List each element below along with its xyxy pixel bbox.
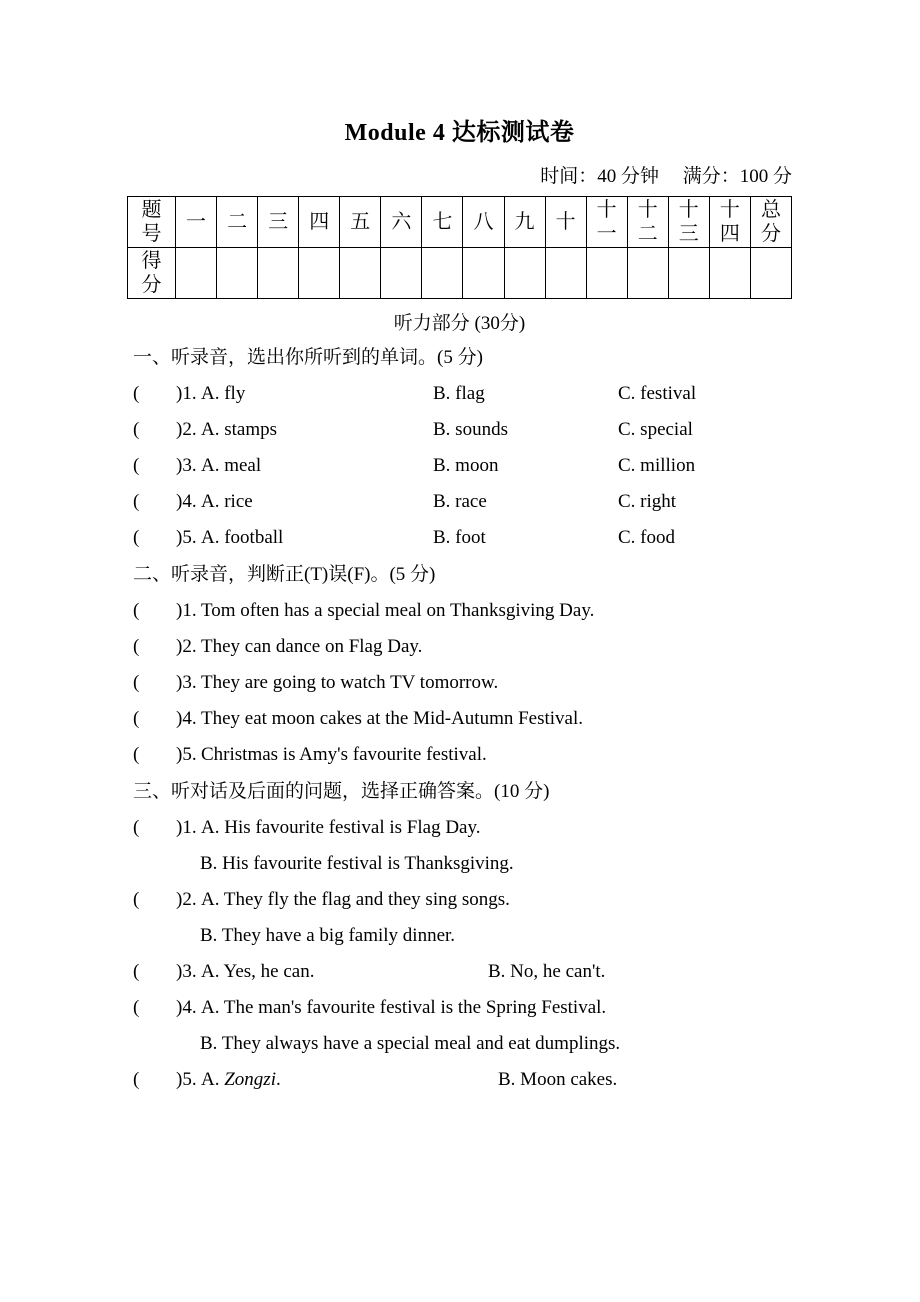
answer-paren: ( — [133, 600, 140, 621]
statement-text: They are going to watch TV tomorrow. — [201, 672, 499, 693]
option-a: A. meal — [201, 455, 262, 476]
question-row — [127, 593, 792, 629]
col-header-cell — [422, 197, 463, 248]
question-number: )5. — [176, 527, 197, 548]
score-cell — [709, 248, 750, 299]
col-header: 六 — [391, 211, 412, 233]
question-row — [127, 376, 792, 412]
score-cell — [668, 248, 709, 299]
answer-paren: ( — [133, 383, 140, 404]
col-header-cell — [299, 197, 340, 248]
option-a: A. They fly the flag and they sing songs. — [201, 889, 510, 910]
option-b: B. They always have a special meal and eat dumplings. — [200, 1033, 621, 1054]
answer-paren: ( — [133, 997, 140, 1018]
option-b-row — [127, 1026, 792, 1062]
question-row — [127, 882, 792, 918]
answer-paren: ( — [133, 636, 140, 657]
col-header: 四 — [309, 211, 330, 233]
answer-paren: ( — [133, 817, 140, 838]
score-table — [127, 196, 792, 299]
question-number-label: 题号 — [141, 199, 162, 245]
col-header: 八 — [473, 211, 494, 233]
col-header-cell — [709, 197, 750, 248]
question-row — [127, 665, 792, 701]
question-number: )4. — [176, 708, 197, 729]
question-number-label-cell — [128, 197, 176, 248]
answer-paren: ( — [133, 708, 140, 729]
col-header-cell — [750, 197, 791, 248]
statement-text: They eat moon cakes at the Mid-Autumn Festival. — [201, 708, 584, 729]
answer-paren: ( — [133, 961, 140, 982]
answer-paren: ( — [133, 889, 140, 910]
col-header: 十一 — [596, 199, 617, 245]
option-c: C. million — [618, 455, 696, 476]
option-b-row — [127, 918, 792, 954]
question-row — [127, 629, 792, 665]
answer-paren: ( — [133, 455, 140, 476]
option-b: B. They have a big family dinner. — [200, 925, 456, 946]
question-row — [127, 484, 792, 520]
option-a: A. His favourite festival is Flag Day. — [201, 817, 481, 838]
time-score-info: 时间：40 分钟 满分：100 分 — [540, 166, 792, 187]
page-title: Module 4 达标测试卷 — [344, 120, 575, 146]
score-cell — [545, 248, 586, 299]
question-row — [127, 810, 792, 846]
option-c: C. festival — [618, 383, 697, 404]
question-row — [127, 990, 792, 1026]
question-row — [127, 520, 792, 556]
col-header-cell — [586, 197, 627, 248]
option-b: B. moon — [433, 455, 499, 476]
col-header: 十四 — [719, 199, 740, 245]
section-1-title: 一、听录音，选出你所听到的单词。(5 分) — [133, 347, 483, 368]
option-b: B. Moon cakes. — [498, 1069, 618, 1090]
question-row — [127, 448, 792, 484]
score-cell — [217, 248, 258, 299]
score-cell — [176, 248, 217, 299]
question-number: )3. — [176, 672, 197, 693]
col-header-cell — [340, 197, 381, 248]
col-header: 二 — [227, 211, 248, 233]
score-cell — [258, 248, 299, 299]
question-number: )1. — [176, 383, 197, 404]
col-header: 总分 — [760, 199, 781, 245]
option-b: B. No, he can't. — [488, 961, 606, 982]
col-header: 十二 — [637, 199, 658, 245]
score-cell — [422, 248, 463, 299]
answer-paren: ( — [133, 527, 140, 548]
col-header-cell — [504, 197, 545, 248]
option-a: A. stamps — [201, 419, 277, 440]
option-a-prefix: A. — [201, 1069, 225, 1090]
listening-part-title: 听力部分 (30分) — [393, 313, 526, 334]
option-b-row — [127, 846, 792, 882]
answer-paren: ( — [133, 1069, 140, 1090]
score-cell — [586, 248, 627, 299]
score-cell — [504, 248, 545, 299]
option-a: A. Yes, he can. — [201, 961, 315, 982]
question-row — [127, 1062, 792, 1098]
col-header: 三 — [268, 211, 289, 233]
score-cell — [299, 248, 340, 299]
score-label-cell — [128, 248, 176, 299]
option-a: A. football — [201, 527, 284, 548]
col-header-cell — [381, 197, 422, 248]
option-c: C. food — [618, 527, 675, 548]
col-header: 七 — [432, 211, 453, 233]
option-b: B. His favourite festival is Thanksgiving. — [200, 853, 514, 874]
section-3-title: 三、听对话及后面的问题，选择正确答案。(10 分) — [133, 781, 550, 802]
section-2-title: 二、听录音，判断正(T)误(F)。(5 分) — [133, 564, 436, 585]
question-row — [127, 412, 792, 448]
col-header: 十三 — [678, 199, 699, 245]
question-number: )3. — [176, 961, 197, 982]
question-number: )4. — [176, 491, 197, 512]
score-label: 得分 — [141, 250, 162, 296]
answer-paren: ( — [133, 491, 140, 512]
question-row — [127, 737, 792, 773]
question-row — [127, 701, 792, 737]
score-cell — [750, 248, 791, 299]
col-header: 九 — [514, 211, 535, 233]
option-b: B. foot — [433, 527, 486, 548]
statement-text: Christmas is Amy's favourite festival. — [201, 744, 487, 765]
option-a: A. fly — [201, 383, 246, 404]
question-number: )2. — [176, 889, 197, 910]
option-a-italic-word: Zongzi — [224, 1069, 276, 1090]
score-cell — [627, 248, 668, 299]
question-number: )1. — [176, 817, 197, 838]
col-header-cell — [258, 197, 299, 248]
answer-paren: ( — [133, 672, 140, 693]
question-number: )2. — [176, 636, 197, 657]
statement-text: Tom often has a special meal on Thanksgiving Day. — [201, 600, 595, 621]
col-header: 十 — [555, 211, 576, 233]
col-header: 一 — [186, 211, 207, 233]
question-number: )2. — [176, 419, 197, 440]
score-cell — [381, 248, 422, 299]
col-header-cell — [668, 197, 709, 248]
score-table-score-row — [128, 248, 792, 299]
option-c: C. special — [618, 419, 693, 440]
option-a: A. The man's favourite festival is the Spring Festival. — [201, 997, 607, 1018]
score-cell — [340, 248, 381, 299]
col-header-cell — [545, 197, 586, 248]
question-number: )1. — [176, 600, 197, 621]
question-row — [127, 954, 792, 990]
answer-paren: ( — [133, 744, 140, 765]
option-a — [201, 1069, 498, 1091]
score-table-header-row — [128, 197, 792, 248]
col-header: 五 — [350, 211, 371, 233]
col-header-cell — [627, 197, 668, 248]
question-number: )5. — [176, 1069, 197, 1090]
score-cell — [463, 248, 504, 299]
statement-text: They can dance on Flag Day. — [201, 636, 423, 657]
answer-paren: ( — [133, 419, 140, 440]
option-c: C. right — [618, 491, 677, 512]
option-a-suffix: . — [275, 1069, 281, 1090]
option-a: A. rice — [201, 491, 253, 512]
col-header-cell — [176, 197, 217, 248]
col-header-cell — [463, 197, 504, 248]
question-number: )4. — [176, 997, 197, 1018]
option-b: B. flag — [433, 383, 485, 404]
question-number: )3. — [176, 455, 197, 476]
col-header-cell — [217, 197, 258, 248]
option-b: B. sounds — [433, 419, 508, 440]
question-number: )5. — [176, 744, 197, 765]
option-b: B. race — [433, 491, 487, 512]
